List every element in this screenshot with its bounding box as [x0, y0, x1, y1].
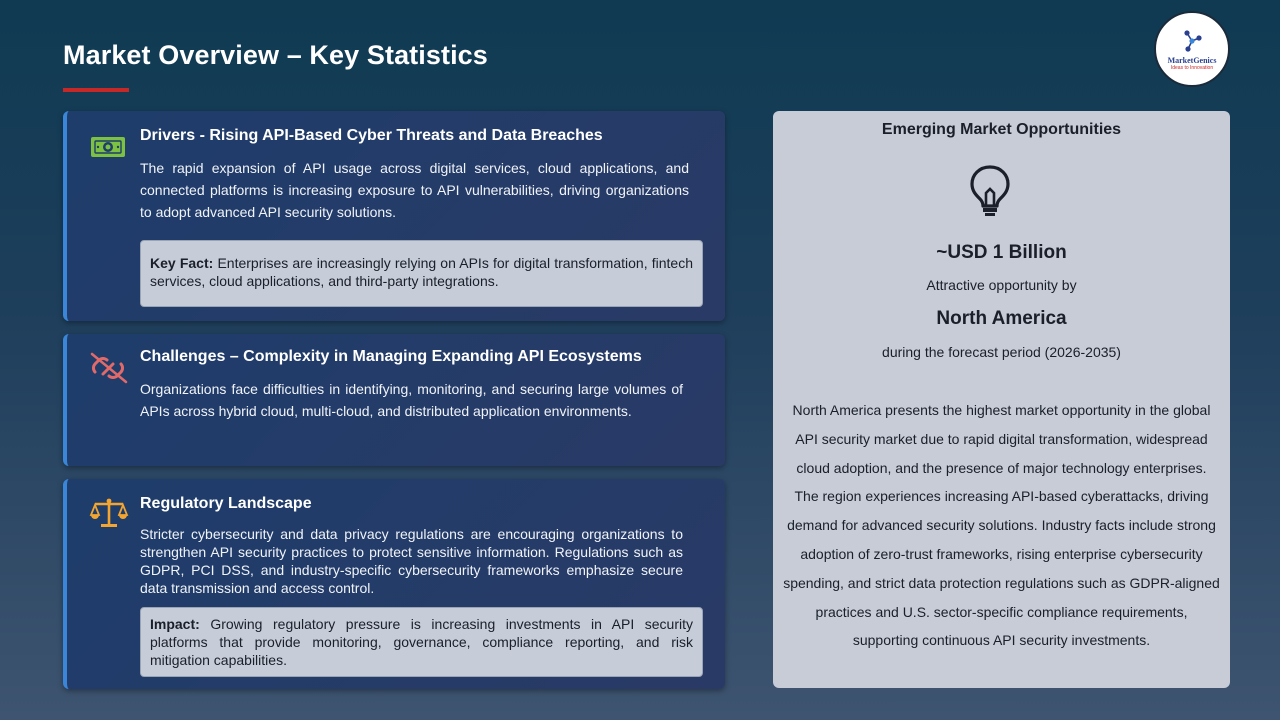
opportunity-panel [773, 111, 1230, 688]
opportunity-region: North America [936, 308, 1067, 329]
drivers-title: Drivers - Rising API-Based Cyber Threats and Data Breaches [140, 127, 603, 144]
lightbulb-icon [967, 163, 1013, 217]
opportunity-title: Emerging Market Opportunities [881, 121, 1122, 138]
logo-tagline: Ideas to Innovation [1170, 64, 1214, 71]
company-logo [1154, 11, 1230, 87]
challenges-body: Organizations face difficulties in identifying, monitoring, and securing large volumes of APIs across hybrid cloud, multi-cloud, and distributed application environments. [140, 381, 683, 419]
regulatory-card [63, 479, 725, 689]
page-title: Market Overview – Key Statistics [63, 40, 488, 70]
logo-name: MarketGenics [1167, 55, 1217, 65]
impact-box [140, 607, 703, 677]
drivers-body: The rapid expansion of API usage across digital services, cloud applications, and connected platforms is increasing exposure to API vulnerabilities, driving organizations to adopt advanced API security solutions. [140, 160, 689, 220]
opportunity-description: North America presents the highest market opportunity in the global API security market due to rapid digital transformation, widespread cloud adoption, and the presence of major technology enterprises. The region experiences increasing API-based cyberattacks, driving demand for advanced security solutions. Industry facts include strong adoption of zero-trust frameworks, rising enterprise cybersecurity spending, and strict data protection regulations such as GDPR-aligned practices and U.S. sector-specific compliance requirements, supporting continuous API security investments. [783, 402, 1220, 649]
opportunity-subtitle: Attractive opportunity by [926, 277, 1077, 293]
impact-label: Impact: [150, 616, 200, 632]
challenges-title: Challenges – Complexity in Managing Expanding API Ecosystems [140, 348, 642, 365]
impact-text: Growing regulatory pressure is increasing investments in API security platforms that provide monitoring, governance, compliance reporting, and risk mitigation capabilities. [150, 616, 693, 668]
forecast-period: during the forecast period (2026-2035) [882, 344, 1121, 360]
regulatory-body: Stricter cybersecurity and data privacy regulations are encouraging organizations to strengthen API security practices to protect sensitive information. Regulations such as GDPR, PCI DSS, and industry-specific cybersecurity frameworks emphasize secure data transmission and access control. [140, 526, 683, 596]
challenges-card [63, 334, 725, 466]
title-underline [63, 88, 129, 92]
broken-link-icon [89, 352, 129, 384]
opportunity-value: ~USD 1 Billion [936, 242, 1067, 263]
key-fact-label: Key Fact: [150, 255, 214, 271]
regulatory-title: Regulatory Landscape [140, 495, 312, 512]
money-icon [89, 131, 129, 163]
molecule-icon [1179, 28, 1205, 54]
drivers-card [63, 111, 725, 321]
scales-icon [89, 497, 129, 529]
key-fact-box [140, 240, 703, 307]
key-fact-text: Enterprises are increasingly relying on APIs for digital transformation, fintech services, cloud applications, and third-party integrations. [150, 255, 693, 289]
